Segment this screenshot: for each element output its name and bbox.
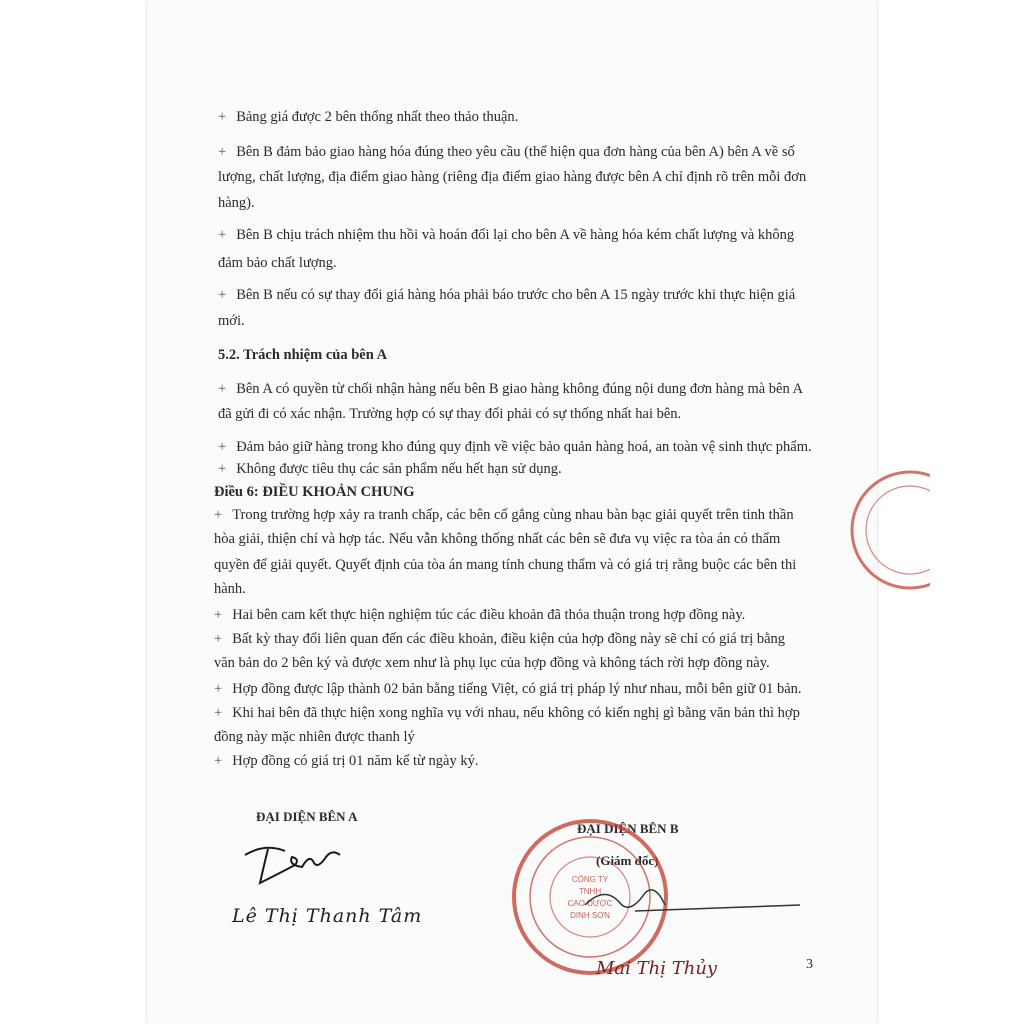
- rep-b-title: (Giám đốc): [596, 853, 659, 868]
- svg-text:CAO DƯỢC: CAO DƯỢC: [567, 899, 613, 908]
- list-item-continuation: quyền để giải quyết. Quyết định của tòa án mang tính chung thẩm và có giá trị rằng buộc các bên thi: [214, 557, 797, 573]
- list-item: + Bên A có quyền từ chối nhận hàng nếu bên B giao hàng không đúng nội dung đơn hàng mà bên A: [218, 381, 804, 397]
- list-item-continuation: hòa giải, thiện chí và hợp tác. Nếu vẫn không thống nhất các bên sẽ đưa vụ việc ra tòa án có thẩm: [214, 531, 781, 547]
- list-item-continuation: đồng này mặc nhiên được thanh lý: [214, 729, 415, 745]
- rep-a-label: ĐẠI DIỆN BÊN A: [256, 809, 358, 824]
- signer-b-name: Mai Thị Thủy: [596, 958, 718, 979]
- list-item: + Bên B chịu trách nhiệm thu hồi và hoán đổi lại cho bên A về hàng hóa kém chất lượng và không: [218, 227, 795, 243]
- list-item: + Hợp đồng được lập thành 02 bản bằng tiếng Việt, có giá trị pháp lý như nhau, mỗi bên giữ 01 bản.: [214, 681, 802, 697]
- list-item: + Trong trường hợp xảy ra tranh chấp, các bên cố gắng cùng nhau bàn bạc giải quyết trên tinh thần: [214, 507, 794, 523]
- section-heading: 5.2. Trách nhiệm của bên A: [218, 347, 388, 363]
- signature-a: [240, 835, 360, 890]
- list-item-continuation: văn bản do 2 bên ký và được xem như là phụ lục của hợp đồng và không tách rời hợp đồng này.: [214, 655, 770, 671]
- svg-text:TNHH: TNHH: [578, 887, 602, 896]
- list-item: + Đảm bảo giữ hàng trong kho đúng quy định về việc bảo quản hàng hoá, an toàn vệ sinh thực phẩm.: [218, 439, 812, 455]
- list-item: + Bất kỳ thay đổi liên quan đến các điều khoản, điều kiện của hợp đồng này sẽ chỉ có giá trị bằng: [214, 631, 786, 647]
- list-item-continuation: đảm bảo chất lượng.: [218, 255, 337, 271]
- list-item: + Bên B nếu có sự thay đổi giá hàng hóa phải báo trước cho bên A 15 ngày trước khi thực hiện giá: [218, 287, 796, 303]
- list-item: + Hai bên cam kết thực hiện nghiệm túc các điều khoản đã thỏa thuận trong hợp đồng này.: [214, 607, 746, 623]
- list-item-continuation: mới.: [218, 313, 245, 329]
- list-item: + Khi hai bên đã thực hiện xong nghĩa vụ với nhau, nếu không có kiến nghị gì bằng văn bản thì hợp: [214, 705, 800, 721]
- list-item-continuation: hành.: [214, 581, 246, 597]
- list-item-continuation: lượng, chất lượng, địa điểm giao hàng (riêng địa điểm giao hàng được bên A chỉ định rõ trên mỗi đơn: [218, 169, 807, 185]
- page-number: 3: [806, 957, 813, 972]
- signer-a-name: Lê Thị Thanh Tâm: [232, 905, 423, 927]
- article-heading: Điều 6: ĐIỀU KHOẢN CHUNG: [214, 484, 415, 500]
- list-item: + Bảng giá được 2 bên thống nhất theo thảo thuận.: [218, 109, 519, 125]
- stamp-edge-mark: [840, 465, 930, 595]
- list-item-continuation: đã gửi đi có xác nhận. Trường hợp có sự thay đổi phải có sự thống nhất hai bên.: [218, 406, 682, 422]
- list-item: + Bên B đảm bảo giao hàng hóa đúng theo yêu cầu (thể hiện qua đơn hàng của bên A) bên A về số: [218, 144, 795, 160]
- svg-text:DINH SƠN: DINH SƠN: [570, 911, 610, 920]
- svg-text:CÔNG TY: CÔNG TY: [571, 875, 609, 884]
- list-item: + Hợp đồng có giá trị 01 năm kể từ ngày ký.: [214, 753, 479, 769]
- signature-b: [575, 875, 805, 925]
- list-item: + Không được tiêu thụ các sản phẩm nếu hết hạn sử dụng.: [218, 461, 562, 477]
- list-item-continuation: hàng).: [218, 195, 255, 211]
- rep-b-label: ĐẠI DIỆN BÊN B: [577, 821, 679, 836]
